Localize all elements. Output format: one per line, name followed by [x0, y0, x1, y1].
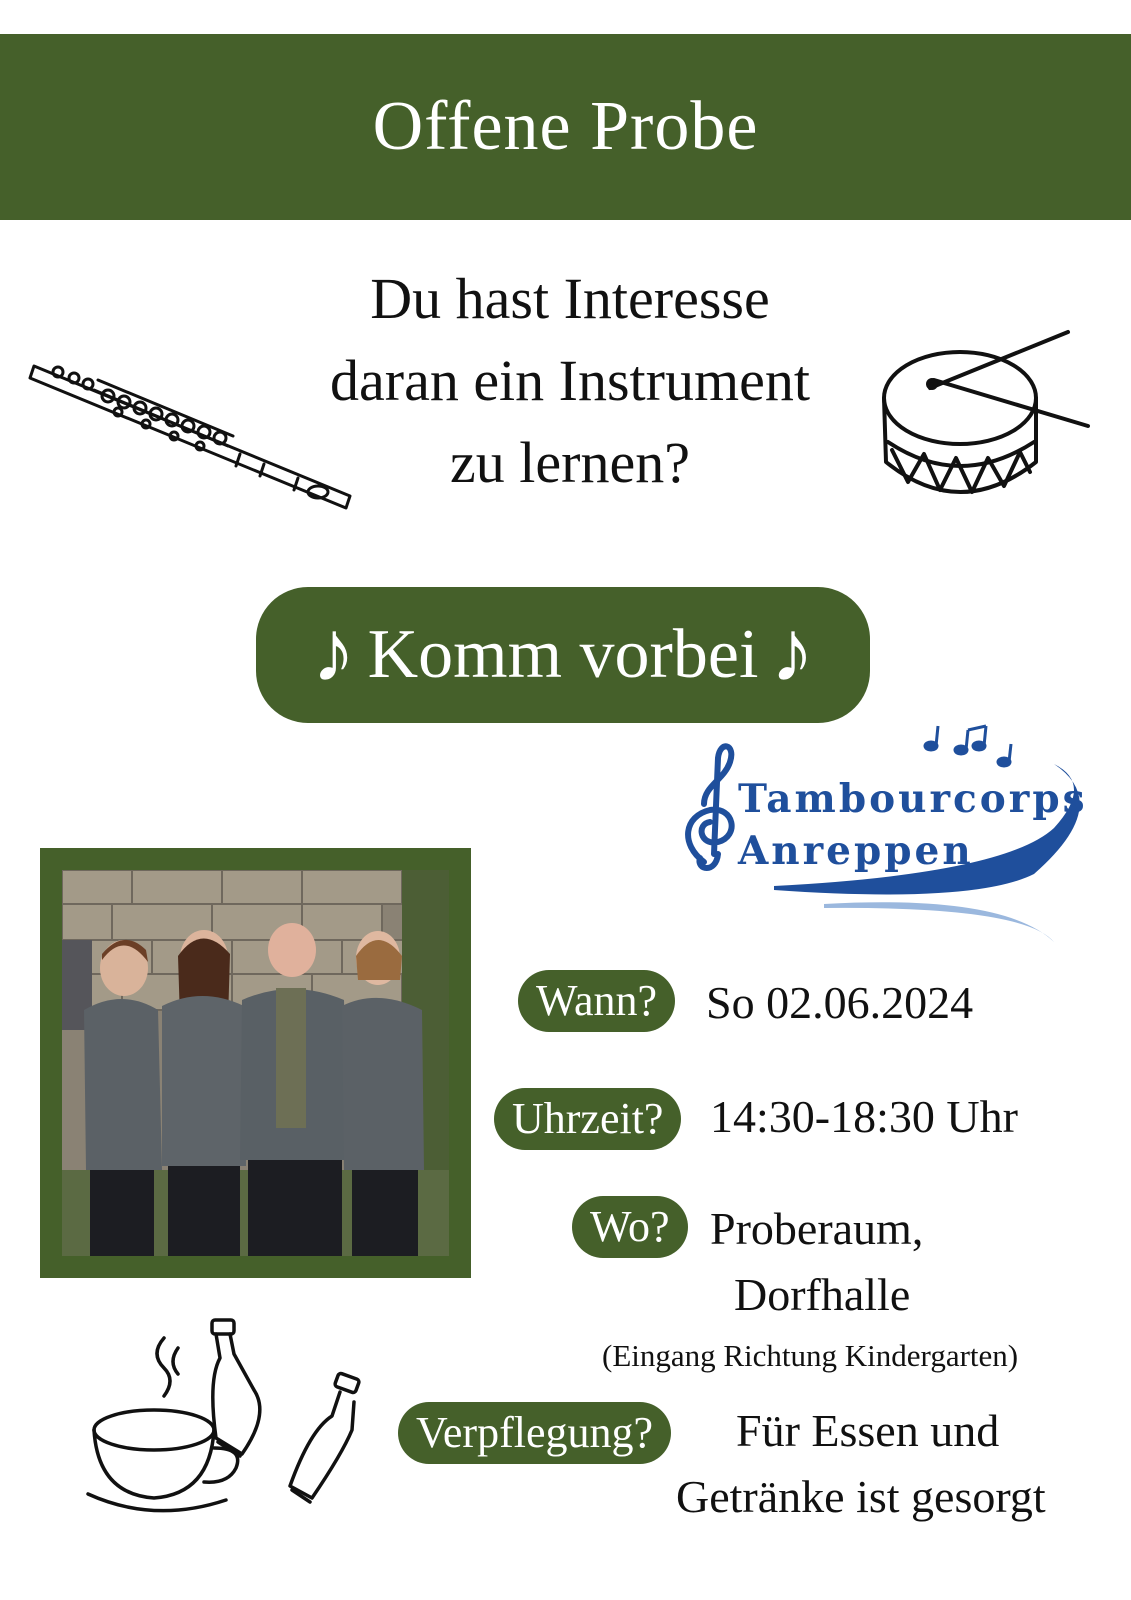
club-logo — [674, 724, 1104, 964]
where-value-2: Dorfhalle — [734, 1269, 911, 1320]
cta-banner — [256, 587, 870, 723]
intro-line-2: daran ein Instrument — [330, 348, 810, 413]
where-value-1: Proberaum, — [710, 1203, 924, 1254]
food-label: Verpflegung? — [398, 1402, 671, 1464]
where-note: (Eingang Richtung Kindergarten) — [602, 1338, 1019, 1373]
drum-icon — [880, 322, 1096, 522]
when-value: So 02.06.2024 — [706, 977, 974, 1028]
refreshments-illustration — [84, 1318, 384, 1538]
logo-line-1: Tambourcorps — [738, 776, 1088, 822]
bottle-icon — [212, 1320, 260, 1456]
time-label: Uhrzeit? — [494, 1088, 681, 1150]
food-value-2: Getränke ist gesorgt — [676, 1471, 1046, 1522]
bottle-icon — [290, 1373, 360, 1502]
cta-label: Komm vorbei — [367, 616, 759, 693]
intro-question — [280, 258, 860, 504]
page-title: Offene Probe — [372, 88, 759, 165]
music-note-icon: ♪ — [311, 604, 356, 701]
intro-line-3: zu lernen? — [450, 430, 690, 495]
group-photo — [62, 870, 449, 1256]
time-value: 14:30-18:30 Uhr — [710, 1091, 1018, 1142]
header-banner — [0, 34, 1131, 220]
food-value-1: Für Essen und — [736, 1405, 1000, 1456]
music-note-icon: ♪ — [770, 604, 815, 701]
logo-line-2: Anreppen — [738, 828, 974, 874]
group-photo-frame — [40, 848, 471, 1278]
where-label: Wo? — [572, 1196, 688, 1258]
intro-line-1: Du hast Interesse — [370, 266, 770, 331]
when-label: Wann? — [518, 970, 675, 1032]
